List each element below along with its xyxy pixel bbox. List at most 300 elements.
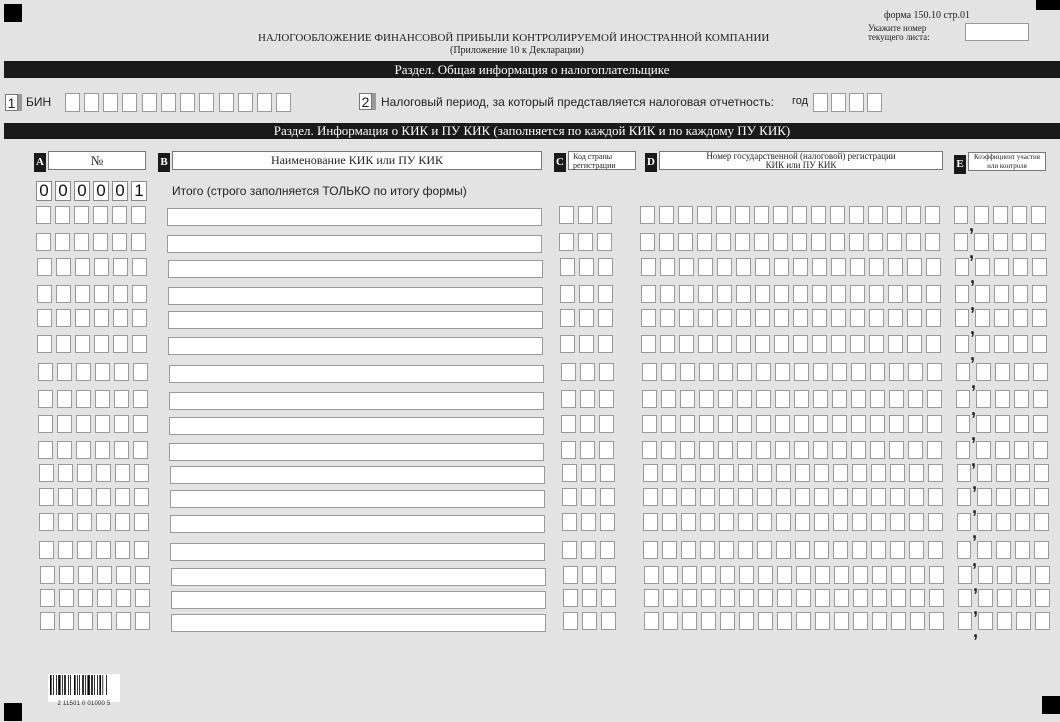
row-number-cell[interactable]: [38, 415, 53, 433]
row-registration-cell[interactable]: [872, 566, 887, 584]
row-registration-cell[interactable]: [870, 415, 885, 433]
row-country-code-cell[interactable]: [562, 488, 577, 506]
row-registration-cell[interactable]: [832, 415, 847, 433]
row-registration-cell[interactable]: [716, 206, 731, 224]
row-registration-cell[interactable]: [757, 488, 772, 506]
row-registration-cell[interactable]: [814, 541, 829, 559]
row-number-cell[interactable]: [78, 566, 93, 584]
row-number-cell[interactable]: [75, 335, 90, 353]
row-country-code-cell[interactable]: [599, 390, 614, 408]
row-registration-cell[interactable]: [906, 206, 921, 224]
row-registration-cell[interactable]: [776, 541, 791, 559]
row-coefficient-cell[interactable]: [1033, 441, 1048, 459]
row-coefficient-cell[interactable]: [956, 441, 970, 459]
row-registration-cell[interactable]: [681, 488, 696, 506]
row-country-code-cell[interactable]: [601, 566, 616, 584]
row-registration-cell[interactable]: [661, 415, 676, 433]
row-country-code-cell[interactable]: [582, 612, 597, 630]
row-registration-cell[interactable]: [926, 335, 941, 353]
row-registration-cell[interactable]: [793, 309, 808, 327]
row-coefficient-cell[interactable]: [996, 488, 1011, 506]
row-registration-cell[interactable]: [907, 285, 922, 303]
row-registration-cell[interactable]: [719, 541, 734, 559]
row-registration-cell[interactable]: [811, 233, 826, 251]
row-registration-cell[interactable]: [720, 612, 735, 630]
row-coefficient-cell[interactable]: [957, 488, 971, 506]
row-number-cell[interactable]: [116, 566, 131, 584]
row-registration-cell[interactable]: [718, 441, 733, 459]
row-registration-cell[interactable]: [792, 233, 807, 251]
row-registration-cell[interactable]: [701, 589, 716, 607]
row-registration-cell[interactable]: [927, 415, 942, 433]
row-registration-cell[interactable]: [641, 285, 656, 303]
row-registration-cell[interactable]: [700, 541, 715, 559]
row-coefficient-cell[interactable]: [955, 335, 969, 353]
row-number-cell[interactable]: [96, 541, 111, 559]
row-registration-cell[interactable]: [890, 464, 905, 482]
row-registration-cell[interactable]: [929, 612, 944, 630]
row-registration-cell[interactable]: [925, 233, 940, 251]
row-registration-cell[interactable]: [852, 464, 867, 482]
row-coefficient-cell[interactable]: [1031, 233, 1046, 251]
row-country-code-cell[interactable]: [598, 285, 613, 303]
row-registration-cell[interactable]: [813, 415, 828, 433]
row-number-cell[interactable]: [38, 390, 53, 408]
row-number-cell[interactable]: [96, 513, 111, 531]
row-number-cell[interactable]: [76, 390, 91, 408]
row-number-cell[interactable]: [58, 488, 73, 506]
row-registration-cell[interactable]: [662, 513, 677, 531]
row-registration-cell[interactable]: [642, 441, 657, 459]
row-registration-cell[interactable]: [681, 513, 696, 531]
row-registration-cell[interactable]: [662, 464, 677, 482]
row-registration-cell[interactable]: [795, 464, 810, 482]
row-country-code-cell[interactable]: [601, 612, 616, 630]
row-registration-cell[interactable]: [644, 612, 659, 630]
bin-digit-cell[interactable]: [257, 93, 272, 112]
bin-digit-cell[interactable]: [84, 93, 99, 112]
row-coefficient-cell[interactable]: [958, 612, 972, 630]
row-registration-cell[interactable]: [889, 441, 904, 459]
row-registration-cell[interactable]: [754, 233, 769, 251]
row-coefficient-cell[interactable]: [1015, 464, 1030, 482]
row-coefficient-cell[interactable]: [975, 309, 990, 327]
row-coefficient-cell[interactable]: [995, 390, 1010, 408]
bin-digit-cell[interactable]: [219, 93, 234, 112]
row-registration-cell[interactable]: [833, 464, 848, 482]
bin-digit-cell[interactable]: [142, 93, 157, 112]
row-coefficient-cell[interactable]: [1016, 566, 1031, 584]
row-country-code-cell[interactable]: [562, 513, 577, 531]
row-coefficient-cell[interactable]: [978, 566, 993, 584]
row-registration-cell[interactable]: [776, 513, 791, 531]
row-coefficient-cell[interactable]: [997, 566, 1012, 584]
row-registration-cell[interactable]: [928, 541, 943, 559]
row-number-cell[interactable]: [134, 488, 149, 506]
bin-digit-cell[interactable]: [122, 93, 137, 112]
row-registration-cell[interactable]: [659, 206, 674, 224]
row-country-code-cell[interactable]: [598, 335, 613, 353]
row-registration-cell[interactable]: [795, 541, 810, 559]
row-coefficient-cell[interactable]: [997, 589, 1012, 607]
row-name-field[interactable]: [169, 417, 544, 435]
row-registration-cell[interactable]: [640, 206, 655, 224]
row-country-code-cell[interactable]: [579, 335, 594, 353]
row-coefficient-cell[interactable]: [1032, 258, 1047, 276]
row-registration-cell[interactable]: [663, 566, 678, 584]
row-number-cell[interactable]: [56, 335, 71, 353]
row-number-cell[interactable]: [39, 488, 54, 506]
row-registration-cell[interactable]: [679, 309, 694, 327]
row-country-code-cell[interactable]: [599, 441, 614, 459]
row-registration-cell[interactable]: [697, 206, 712, 224]
row-number-cell[interactable]: [77, 541, 92, 559]
row-registration-cell[interactable]: [735, 206, 750, 224]
row-number-cell[interactable]: [134, 541, 149, 559]
row-registration-cell[interactable]: [642, 415, 657, 433]
row-coefficient-cell[interactable]: [997, 612, 1012, 630]
row-registration-cell[interactable]: [718, 390, 733, 408]
row-registration-cell[interactable]: [830, 233, 845, 251]
row-registration-cell[interactable]: [852, 541, 867, 559]
row-registration-cell[interactable]: [662, 541, 677, 559]
row-registration-cell[interactable]: [644, 589, 659, 607]
year-digit-cell[interactable]: [867, 93, 882, 112]
row-registration-cell[interactable]: [774, 309, 789, 327]
row-coefficient-cell[interactable]: [1013, 285, 1028, 303]
row-registration-cell[interactable]: [870, 390, 885, 408]
row-registration-cell[interactable]: [832, 363, 847, 381]
row-registration-cell[interactable]: [739, 566, 754, 584]
row-name-field[interactable]: [171, 591, 546, 609]
row-registration-cell[interactable]: [794, 441, 809, 459]
row-number-cell[interactable]: [40, 589, 55, 607]
row-registration-cell[interactable]: [698, 258, 713, 276]
row-registration-cell[interactable]: [678, 206, 693, 224]
row-registration-cell[interactable]: [774, 335, 789, 353]
row-name-field[interactable]: [171, 568, 546, 586]
row-registration-cell[interactable]: [907, 335, 922, 353]
row-country-code-cell[interactable]: [562, 464, 577, 482]
row-registration-cell[interactable]: [812, 309, 827, 327]
row-coefficient-cell[interactable]: [957, 513, 971, 531]
row-registration-cell[interactable]: [849, 233, 864, 251]
row-number-cell[interactable]: [78, 612, 93, 630]
row-registration-cell[interactable]: [679, 335, 694, 353]
row-coefficient-cell[interactable]: [956, 415, 970, 433]
row-number-cell[interactable]: [133, 441, 148, 459]
row-country-code-cell[interactable]: [581, 488, 596, 506]
row-coefficient-cell[interactable]: [977, 541, 992, 559]
row-country-code-cell[interactable]: [598, 309, 613, 327]
bin-digit-cell[interactable]: [238, 93, 253, 112]
row-registration-cell[interactable]: [908, 363, 923, 381]
row-registration-cell[interactable]: [850, 258, 865, 276]
row-coefficient-cell[interactable]: [957, 464, 971, 482]
row-coefficient-cell[interactable]: [974, 206, 989, 224]
row-registration-cell[interactable]: [927, 390, 942, 408]
row-registration-cell[interactable]: [717, 335, 732, 353]
row-registration-cell[interactable]: [888, 258, 903, 276]
row-registration-cell[interactable]: [850, 335, 865, 353]
row-registration-cell[interactable]: [872, 589, 887, 607]
row-registration-cell[interactable]: [700, 464, 715, 482]
row-coefficient-cell[interactable]: [1016, 612, 1031, 630]
row-registration-cell[interactable]: [642, 390, 657, 408]
row-registration-cell[interactable]: [758, 612, 773, 630]
row-number-cell[interactable]: [95, 390, 110, 408]
row-registration-cell[interactable]: [927, 441, 942, 459]
row-registration-cell[interactable]: [815, 566, 830, 584]
row-registration-cell[interactable]: [773, 233, 788, 251]
row-coefficient-cell[interactable]: [996, 464, 1011, 482]
row-coefficient-cell[interactable]: [1012, 206, 1027, 224]
row-country-code-cell[interactable]: [582, 566, 597, 584]
row-number-cell[interactable]: [135, 589, 150, 607]
row-registration-cell[interactable]: [889, 415, 904, 433]
row-registration-cell[interactable]: [663, 589, 678, 607]
row-registration-cell[interactable]: [793, 285, 808, 303]
row-registration-cell[interactable]: [815, 589, 830, 607]
year-digit-cell[interactable]: [831, 93, 846, 112]
row-registration-cell[interactable]: [756, 363, 771, 381]
row-coefficient-cell[interactable]: [1035, 589, 1050, 607]
row-number-cell[interactable]: [56, 285, 71, 303]
row-registration-cell[interactable]: [853, 589, 868, 607]
row-registration-cell[interactable]: [737, 441, 752, 459]
row-registration-cell[interactable]: [680, 363, 695, 381]
row-registration-cell[interactable]: [812, 335, 827, 353]
row-country-code-cell[interactable]: [562, 541, 577, 559]
bin-digit-cell[interactable]: [161, 93, 176, 112]
row-coefficient-cell[interactable]: [978, 612, 993, 630]
row-registration-cell[interactable]: [910, 566, 925, 584]
row-number-cell[interactable]: [75, 258, 90, 276]
row-registration-cell[interactable]: [682, 589, 697, 607]
row-number-cell[interactable]: [132, 258, 147, 276]
row-coefficient-cell[interactable]: [995, 363, 1010, 381]
row-coefficient-cell[interactable]: [1014, 390, 1029, 408]
row-coefficient-cell[interactable]: [1033, 390, 1048, 408]
row-number-cell[interactable]: [75, 285, 90, 303]
row-registration-cell[interactable]: [719, 513, 734, 531]
row-coefficient-cell[interactable]: [1034, 513, 1049, 531]
row-registration-cell[interactable]: [662, 488, 677, 506]
row-coefficient-cell[interactable]: [976, 441, 991, 459]
row-registration-cell[interactable]: [830, 206, 845, 224]
row-country-code-cell[interactable]: [580, 363, 595, 381]
row-number-cell[interactable]: [37, 335, 52, 353]
row-coefficient-cell[interactable]: [1034, 488, 1049, 506]
row-country-code-cell[interactable]: [561, 441, 576, 459]
row-registration-cell[interactable]: [701, 612, 716, 630]
row-coefficient-cell[interactable]: [1032, 285, 1047, 303]
row-coefficient-cell[interactable]: [977, 464, 992, 482]
row-coefficient-cell[interactable]: [1016, 589, 1031, 607]
row-registration-cell[interactable]: [699, 390, 714, 408]
row-number-cell[interactable]: [59, 589, 74, 607]
row-registration-cell[interactable]: [890, 513, 905, 531]
row-coefficient-cell[interactable]: [956, 363, 970, 381]
row-registration-cell[interactable]: [738, 541, 753, 559]
row-number-cell[interactable]: [113, 258, 128, 276]
row-number-cell[interactable]: [133, 390, 148, 408]
row-country-code-cell[interactable]: [600, 464, 615, 482]
row-coefficient-cell[interactable]: [994, 285, 1009, 303]
row-registration-cell[interactable]: [833, 488, 848, 506]
row-number-cell[interactable]: [76, 415, 91, 433]
row-number-cell[interactable]: [56, 258, 71, 276]
row-number-cell[interactable]: [116, 589, 131, 607]
row-number-cell[interactable]: [132, 285, 147, 303]
row-registration-cell[interactable]: [887, 206, 902, 224]
row-number-cell[interactable]: [59, 612, 74, 630]
row-registration-cell[interactable]: [640, 233, 655, 251]
row-registration-cell[interactable]: [887, 233, 902, 251]
row-registration-cell[interactable]: [927, 363, 942, 381]
row-registration-cell[interactable]: [850, 285, 865, 303]
row-country-code-cell[interactable]: [601, 589, 616, 607]
row-registration-cell[interactable]: [738, 488, 753, 506]
row-registration-cell[interactable]: [698, 309, 713, 327]
row-registration-cell[interactable]: [910, 589, 925, 607]
row-number-cell[interactable]: [55, 206, 70, 224]
row-number-cell[interactable]: [40, 612, 55, 630]
row-registration-cell[interactable]: [831, 309, 846, 327]
row-registration-cell[interactable]: [812, 285, 827, 303]
row-coefficient-cell[interactable]: [994, 309, 1009, 327]
row-number-cell[interactable]: [114, 363, 129, 381]
row-registration-cell[interactable]: [926, 309, 941, 327]
row-registration-cell[interactable]: [698, 335, 713, 353]
row-coefficient-cell[interactable]: [978, 589, 993, 607]
row-number-cell[interactable]: [57, 415, 72, 433]
row-registration-cell[interactable]: [699, 441, 714, 459]
year-digit-cell[interactable]: [813, 93, 828, 112]
row-coefficient-cell[interactable]: [1015, 541, 1030, 559]
row-coefficient-cell[interactable]: [1031, 206, 1046, 224]
row-registration-cell[interactable]: [757, 513, 772, 531]
row-registration-cell[interactable]: [851, 441, 866, 459]
row-registration-cell[interactable]: [793, 258, 808, 276]
row-registration-cell[interactable]: [889, 390, 904, 408]
row-registration-cell[interactable]: [815, 612, 830, 630]
row-number-cell[interactable]: [76, 363, 91, 381]
row-number-cell[interactable]: [75, 309, 90, 327]
row-country-code-cell[interactable]: [560, 335, 575, 353]
row-number-cell[interactable]: [39, 464, 54, 482]
row-number-cell[interactable]: [74, 206, 89, 224]
row-registration-cell[interactable]: [907, 309, 922, 327]
row-registration-cell[interactable]: [756, 415, 771, 433]
row-registration-cell[interactable]: [755, 285, 770, 303]
row-number-cell[interactable]: [36, 233, 51, 251]
row-registration-cell[interactable]: [928, 464, 943, 482]
row-number-cell[interactable]: [133, 415, 148, 433]
row-registration-cell[interactable]: [776, 488, 791, 506]
row-number-cell[interactable]: [93, 206, 108, 224]
row-country-code-cell[interactable]: [598, 258, 613, 276]
row-country-code-cell[interactable]: [597, 233, 612, 251]
row-registration-cell[interactable]: [661, 390, 676, 408]
row-registration-cell[interactable]: [833, 541, 848, 559]
row-number-cell[interactable]: [77, 464, 92, 482]
row-registration-cell[interactable]: [871, 464, 886, 482]
row-registration-cell[interactable]: [756, 441, 771, 459]
row-number-cell[interactable]: [58, 513, 73, 531]
row-registration-cell[interactable]: [755, 258, 770, 276]
row-name-field[interactable]: [168, 337, 543, 355]
row-coefficient-cell[interactable]: [954, 233, 968, 251]
row-number-cell[interactable]: [57, 441, 72, 459]
row-registration-cell[interactable]: [660, 258, 675, 276]
row-number-cell[interactable]: [76, 441, 91, 459]
row-registration-cell[interactable]: [718, 363, 733, 381]
row-registration-cell[interactable]: [910, 612, 925, 630]
row-registration-cell[interactable]: [908, 415, 923, 433]
row-registration-cell[interactable]: [774, 258, 789, 276]
row-registration-cell[interactable]: [888, 285, 903, 303]
row-number-cell[interactable]: [36, 206, 51, 224]
row-country-code-cell[interactable]: [579, 258, 594, 276]
row-name-field[interactable]: [168, 311, 543, 329]
row-name-field[interactable]: [169, 365, 544, 383]
row-registration-cell[interactable]: [663, 612, 678, 630]
row-country-code-cell[interactable]: [560, 309, 575, 327]
row-number-cell[interactable]: [94, 309, 109, 327]
row-coefficient-cell[interactable]: [1015, 488, 1030, 506]
row-country-code-cell[interactable]: [600, 488, 615, 506]
row-number-cell[interactable]: [135, 612, 150, 630]
year-digit-cell[interactable]: [849, 93, 864, 112]
row-country-code-cell[interactable]: [560, 258, 575, 276]
row-registration-cell[interactable]: [739, 612, 754, 630]
row-name-field[interactable]: [170, 466, 545, 484]
row-number-cell[interactable]: [115, 488, 130, 506]
row-number-cell[interactable]: [96, 488, 111, 506]
row-registration-cell[interactable]: [795, 513, 810, 531]
row-country-code-cell[interactable]: [582, 589, 597, 607]
row-registration-cell[interactable]: [737, 390, 752, 408]
row-registration-cell[interactable]: [679, 258, 694, 276]
row-registration-cell[interactable]: [700, 488, 715, 506]
row-registration-cell[interactable]: [813, 441, 828, 459]
row-number-cell[interactable]: [59, 566, 74, 584]
row-registration-cell[interactable]: [794, 415, 809, 433]
row-registration-cell[interactable]: [850, 309, 865, 327]
row-registration-cell[interactable]: [680, 415, 695, 433]
row-registration-cell[interactable]: [739, 589, 754, 607]
row-registration-cell[interactable]: [909, 541, 924, 559]
row-coefficient-cell[interactable]: [1014, 441, 1029, 459]
row-coefficient-cell[interactable]: [976, 390, 991, 408]
row-registration-cell[interactable]: [909, 464, 924, 482]
row-registration-cell[interactable]: [890, 541, 905, 559]
row-country-code-cell[interactable]: [561, 415, 576, 433]
row-coefficient-cell[interactable]: [993, 233, 1008, 251]
row-number-cell[interactable]: [113, 309, 128, 327]
row-registration-cell[interactable]: [814, 513, 829, 531]
row-number-cell[interactable]: [74, 233, 89, 251]
row-number-cell[interactable]: [112, 206, 127, 224]
row-coefficient-cell[interactable]: [958, 589, 972, 607]
row-coefficient-cell[interactable]: [994, 258, 1009, 276]
bin-digit-cell[interactable]: [276, 93, 291, 112]
row-registration-cell[interactable]: [754, 206, 769, 224]
row-registration-cell[interactable]: [680, 390, 695, 408]
row-name-field[interactable]: [169, 392, 544, 410]
row-coefficient-cell[interactable]: [1034, 541, 1049, 559]
